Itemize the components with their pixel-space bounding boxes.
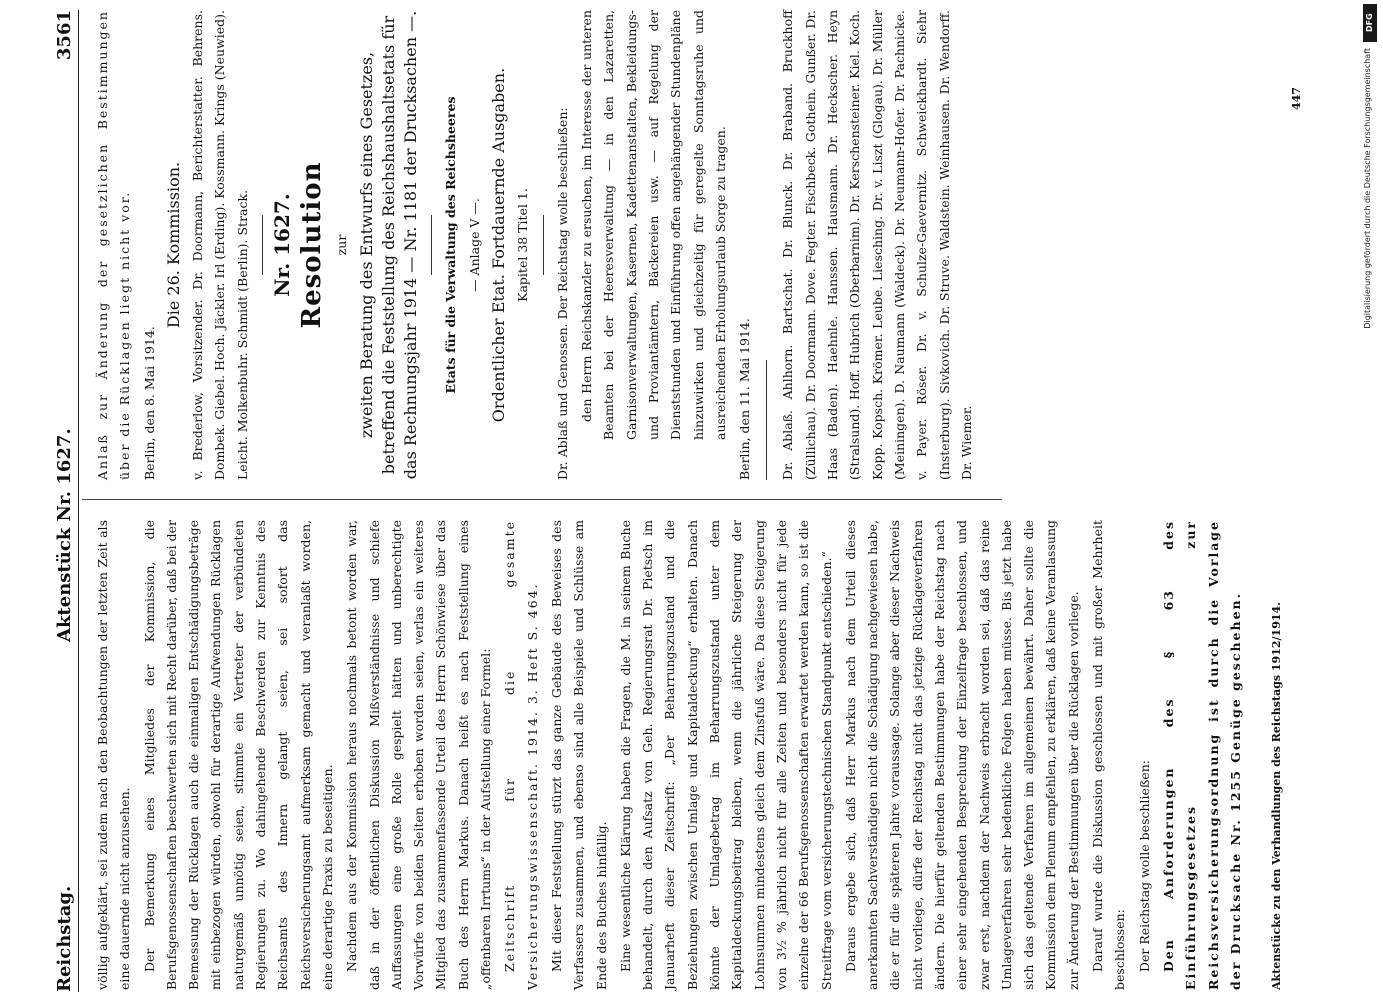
anlage: — Anlage V —.	[466, 198, 482, 292]
commission-members: v. Brederlow, Vorsitzender. Dr. Doormann, Berichterstatter. Behrens. Dombek. Giebel. Hoch. Jäckler. Irl (Erding). Kossmann. Krings (Neuwied). Leicht. Molkenbuhr. Schmidt (Berlin). Strack.	[190, 10, 250, 480]
signers: Dr. Ablaß. Ahlhorn. Bartschat. Dr. Blunck. Dr. Braband. Bruckhoff (Züllichau). Dr. Doormann. Dove. Fegter. Fischbeck. Gothein. Gunßer. Dr. Haas (Baden). Haehnle. Hanssen. Hausmann. Dr. Heckscher. Heyn (Stralsund). Hoff. Hubrich (Oberbarnim). Dr. Kerschensteiner. Kiel. Koch. Kopp. Kopsch. Krömer. Leube. Liesching. Dr. v. Liszt (Glogau). Dr. Müller (Meiningen). D. Naumann (Waldeck). Dr. Neumann-Hofer. Dr. Pachnicke. v. Payer. Röser. Dr. v. Schulze-Gaevernitz. Schweickhardt. Siehr (Insterburg). Sivkovich. Dr. Struve. Waldstein. Weinhausen. Dr. Wendorff. Dr. Wiemer.	[780, 10, 974, 480]
commission-title: Die 26. Kommission.	[163, 161, 183, 329]
resolution-body: den Herrn Reichskanzler zu ersuchen, im Interesse der unteren Beamten bei der Heeresverwaltung — in den Lazaretten, Garnisonverwaltungen, Kasernen, Kadettenanstalten, Bekleidungs- und Proviantämtern, Bäckereien usw. — auf Regelung der Dienststunden und Einführung offen angehängender Stundenpläne hinzuwirken und gleichzeitig für geregelte Sonntagsruhe und ausreichenden Erholungsurlaub Sorge zu tragen.	[579, 10, 728, 440]
chapter: Kapitel 38 Titel 1.	[515, 188, 531, 302]
right-column	[92, 10, 980, 480]
header-center: Aktenstück Nr. 1627.	[54, 428, 75, 642]
rule	[262, 215, 263, 275]
header-left: Reichstag.	[54, 885, 75, 992]
paragraph: völlig aufgeklärt, sei zudem nach den Beobachtungen der letzten Zeit als eine dauernde nicht anzusehen.	[95, 520, 133, 990]
dfg-text: Digitalisierung gefördert durch die Deutsche Forschungsgemeinschaft	[1363, 48, 1372, 329]
resolution-text: Den Anforderungen des § 63 des Einführungsgesetzes zur Reichsversicherungsordnung ist durch die Vorlage der Drucksache Nr. 1255 Genüge geschehen.	[1160, 520, 1243, 990]
sheet-number: 447	[1290, 87, 1303, 110]
paragraph: Daraus ergebe sich, daß Herr Markus nach dem Urteil dieses anerkannten Sachverständigen nicht die Schädigung nachgewiesen habe, die er für die späteren Jahre voraussage. Solange aber dieser Nachweis nicht vorliege, dürfe der Reichstag nicht das jetzige Rücklageverfahren ändern. Die hierfür geltenden Bestimmungen habe der Reichstag nach einer sehr eingehenden Besprechung der Einzelfrage beschlossen, und zwar erst, nachdem der Nachweis erbracht worden sei, daß das reine Umlageverfahren sehr bedenkliche Folgen haben müsse. Bis jetzt habe sich das geltende Verfahren im allgemeinen bewährt. Daher sollte die Kommission dem Plenum empfehlen, zu erklären, daß keine Veranlassung zur Änderung der Bestimmungen über die Rücklagen vorliege.	[842, 520, 1081, 990]
date: Berlin, den 11. Mai 1914.	[737, 318, 753, 480]
document-number: Nr. 1627.	[270, 193, 295, 297]
citation: Zeitschrift für die gesamte Versicherungswissenschaft. 1914. 3. Heft S. 464.	[502, 520, 540, 990]
header-page-number: 3561	[54, 10, 75, 61]
paragraph: Der Bemerkung eines Mitgliedes der Kommission, die Berufsgenossenschaften beschwerten sich mit Recht darüber, daß bei der Bemessung der Rücklagen auch die einmaligen Entschädigungsbeträge mit einbezogen würden, obwohl für derartige Aufwendungen Rücklagen naturgemäß unnötig seien, stimmte ein Vertreter der verbündeten Regierungen zu. Wo dahingehende Beschwerden zur Kenntnis des Reichsamts des Innern gelangt seien, sei sofort das Reichsversicherungsamt aufmerksam gemacht und veranlaßt worden, eine derartige Praxis zu beseitigen.	[141, 520, 335, 990]
column-divider	[82, 499, 1002, 500]
paragraph: Nachdem aus der Kommission heraus nochmals betont worden war, daß in der öffentlichen Diskussion Mißverständnisse und schiefe Auffassungen eine große Rolle gespielt hätten und unberechtigte Vorwürfe von beiden Seiten erhoben worden seien, verlas ein weiteres Mitglied das zusammenfassende Urteil des Herrn Schönwiese über das Buch des Herrn Markus. Danach heißt es nach Feststellung eines „offenbaren Irrtums“ in der Aufstellung einer Formel:	[344, 520, 494, 990]
paragraph: Eine wesentliche Klärung haben die Fragen, die M. in seinem Buche behandelt, durch den Aufsatz von Geh. Regierungsrat Dr. Pietsch im Januarheft dieser Zeitschrift: „Der Beharrungszustand und die Beziehungen zwischen Umlage und Kapitaldeckung“ erhalten. Danach könnte der Umlagebetrag im Beharrungszustand unter dem Kapitaldeckungsbeitrag bleiben, wenn die jährliche Steigerung der Lohnsummen mindestens gleich dem Zinsfuß wäre. Da diese Steigerung von 3½ % jährlich nicht für alle Zeiten und besonders nicht für jede einzelne der 66 Berufsgenossenschaften erwartet werden kann, so ist die Streitfrage vom versicherungstechnischen Standpunkt entschieden.“	[617, 520, 834, 990]
paragraph: Mit dieser Feststellung stürzt das ganze Gebäude des Beweises des Verfassers zusammen, und ebenso sind alle Beispiele und Schlüsse am Ende des Buches hinfällig.	[548, 520, 609, 990]
dfg-credit	[1361, 4, 1379, 996]
rule	[543, 215, 544, 275]
dfg-logo: DFG	[1363, 4, 1377, 42]
footnote: Aktenstücke zu den Verhandlungen des Reichstags 1912/1914.	[1270, 602, 1283, 990]
resolution-intro: Der Reichstag wolle beschließen:	[1136, 760, 1152, 972]
date: Berlin, den 8. Mai 1914.	[141, 326, 157, 480]
etat-heading: Etats für die Verwaltung des Reichsheeres	[442, 96, 458, 394]
title-connector: zur	[334, 234, 350, 256]
etat-type: Ordentlicher Etat. Fortdauernde Ausgaben.	[489, 67, 509, 423]
rule	[766, 360, 767, 480]
motion-intro: Dr. Ablaß und Genossen. Der Reichstag wolle beschließen:	[554, 107, 570, 480]
document-title: Resolution	[297, 161, 328, 329]
paragraph: Darauf wurde die Diskussion geschlossen und mit großer Mehrheit beschlossen:	[1090, 520, 1128, 990]
left-column	[92, 520, 1249, 990]
paragraph: Anlaß zur Änderung der gesetzlichen Bestimmungen über die Rücklagen liegt nicht vor.	[95, 10, 133, 480]
document-description: zweiten Beratung des Entwurfs eines Gesetzes, betreffend die Feststellung des Reichshaushaltsetats für das Rechnungsjahr 1914 — Nr. 1181 der Drucksachen —.	[356, 10, 421, 480]
page-header	[52, 10, 79, 992]
rule	[431, 215, 432, 275]
